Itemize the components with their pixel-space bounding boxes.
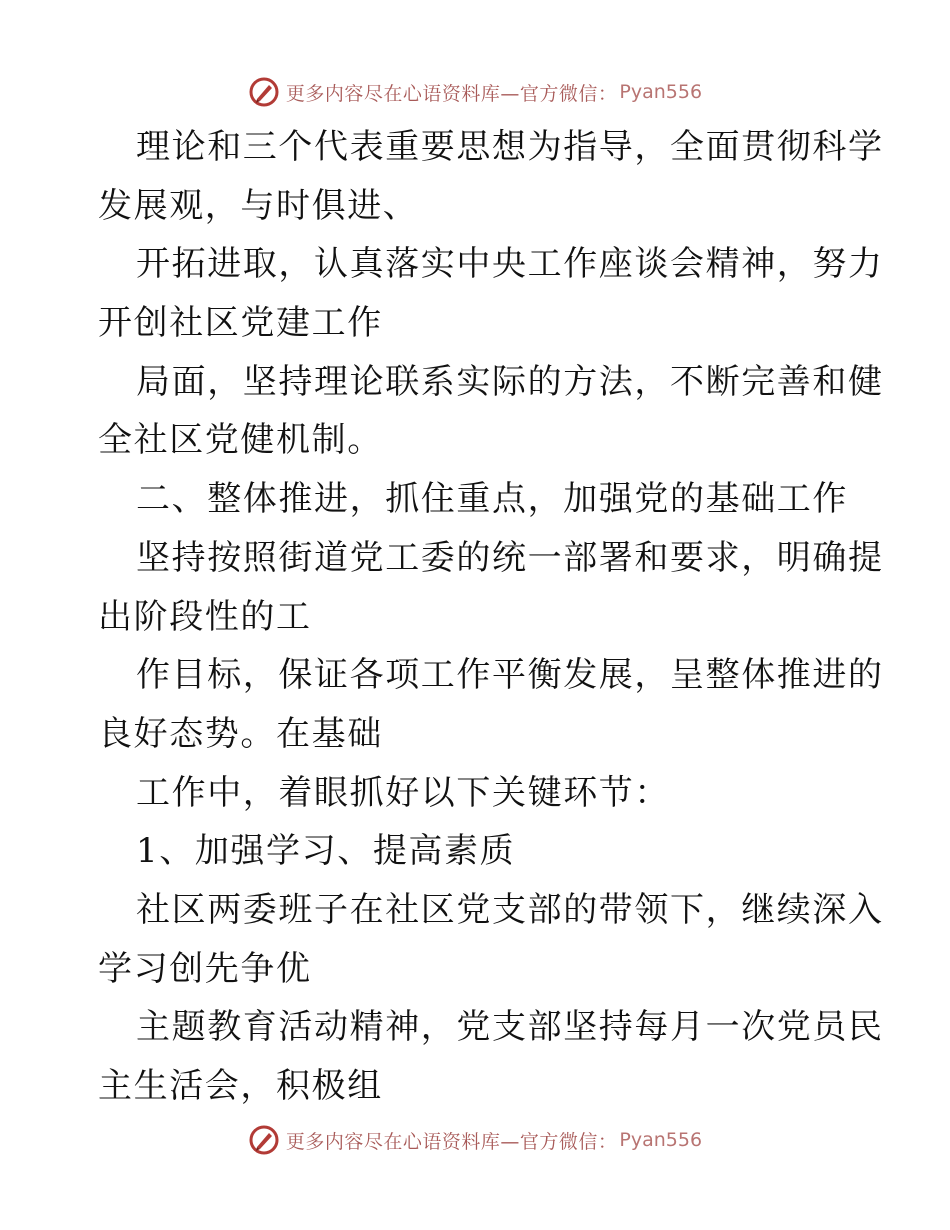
body-line: 主生活会，积极组 — [98, 1066, 383, 1106]
watermark-account: Pyan556 — [619, 81, 703, 103]
body-line: 坚持按照街道党工委的统一部署和要求，明确提 — [136, 537, 884, 578]
body-line: 全社区党健机制。 — [98, 420, 383, 461]
body-line: 学习创先争优 — [98, 948, 312, 989]
footer-watermark — [0, 1120, 950, 1160]
watermark-text: 更多内容尽在心语资料库—官方微信： — [285, 1130, 618, 1153]
document-body — [98, 118, 884, 1116]
watermark-text: 更多内容尽在心语资料库—官方微信： — [285, 82, 618, 105]
body-line: 理论和三个代表重要思想为指导，全面贯彻科学 — [136, 127, 884, 167]
body-line: 二、整体推进，抓住重点，加强党的基础工作 — [136, 479, 848, 520]
watermark-account: Pyan556 — [619, 1129, 703, 1151]
body-line: 社区两委班子在社区党支部的带领下，继续深入 — [136, 889, 884, 930]
body-line: 作目标，保证各项工作平衡发展，呈整体推进的 — [136, 655, 884, 696]
body-line: 良好态势。在基础 — [98, 713, 383, 754]
body-line: 工作中，着眼抓好以下关键环节： — [136, 772, 670, 813]
body-line: 主题教育活动精神，党支部坚持每月一次党员民 — [136, 1007, 884, 1048]
body-line: 发展观，与时俱进、 — [98, 185, 419, 226]
body-line: 开创社区党建工作 — [98, 303, 383, 344]
body-line: 出阶段性的工 — [98, 596, 312, 637]
pen-logo-icon — [248, 76, 280, 108]
body-line: 开拓进取，认真落实中央工作座谈会精神，努力 — [136, 244, 884, 285]
header-watermark — [0, 72, 950, 112]
body-line: 1、加强学习、提高素质 — [136, 831, 516, 872]
body-line: 局面，坚持理论联系实际的方法，不断完善和健 — [136, 361, 884, 402]
pen-logo-icon — [248, 1124, 280, 1156]
